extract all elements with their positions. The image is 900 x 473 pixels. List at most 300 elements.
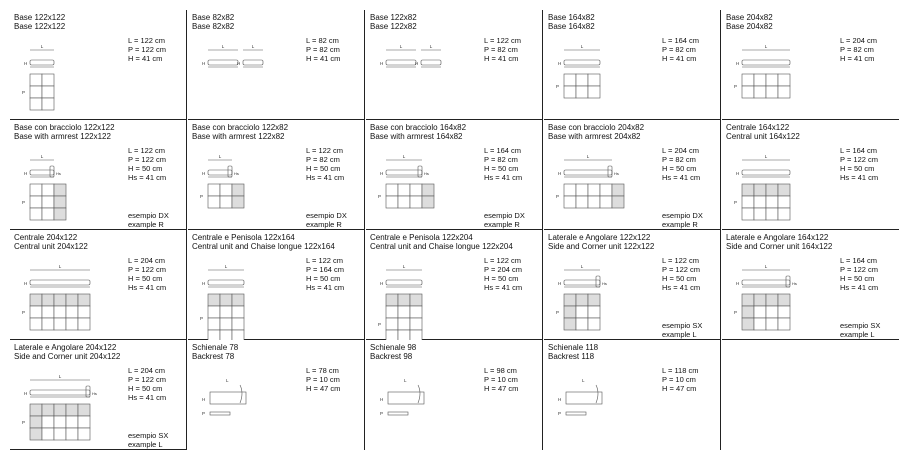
- title-english: Base 204x82: [726, 22, 773, 31]
- plan-module: [778, 86, 790, 98]
- spec-cell: [10, 10, 187, 120]
- plan-module: [766, 86, 778, 98]
- spec-cell: [366, 10, 543, 120]
- title-italian: Base 204x82: [726, 13, 773, 22]
- plan-module: [78, 318, 90, 330]
- dimension-line: P = 10 cm: [662, 375, 696, 384]
- dimension-line: P = 122 cm: [840, 155, 879, 164]
- plan-module: [232, 330, 244, 340]
- spec-cell: [544, 120, 721, 230]
- plan-module: [42, 196, 54, 208]
- plan-module: [30, 184, 42, 196]
- plan-module: [410, 184, 422, 196]
- dim-p-label: P: [556, 310, 560, 315]
- note-line: example L: [840, 329, 875, 339]
- dim-p-label: P: [200, 194, 204, 199]
- dim-h-label: H: [24, 391, 28, 396]
- note-line: esempio DX: [484, 211, 525, 220]
- spec-cell: [722, 10, 899, 120]
- dim-l-label: L: [586, 154, 590, 159]
- plan-module: [66, 404, 78, 416]
- dim-h-label: H: [380, 171, 384, 176]
- dim-p-label: P: [734, 310, 738, 315]
- plan-module: [220, 330, 232, 340]
- dimension-line: P = 82 cm: [484, 155, 518, 164]
- plan-module: [742, 318, 754, 330]
- plan-module: [410, 318, 422, 330]
- plan-module: [564, 74, 576, 86]
- plan-module: [588, 318, 600, 330]
- dim-l-label: L: [40, 44, 44, 49]
- dim-p-label: P: [22, 200, 26, 205]
- plan-module: [612, 184, 624, 196]
- plan-module: [754, 196, 766, 208]
- plan-module: [564, 318, 576, 330]
- title-english: Side and Corner unit 204x122: [14, 352, 121, 361]
- plan-module: [220, 306, 232, 318]
- dim-hs-label: Hs: [792, 281, 797, 286]
- dimension-line: L = 122 cm: [128, 146, 166, 155]
- plan-module: [54, 208, 66, 220]
- dimension-line: L = 204 cm: [662, 146, 700, 155]
- sofa-drawing: [722, 10, 899, 120]
- plan-module: [30, 208, 42, 220]
- sofa-drawing: [366, 230, 543, 340]
- dim-l-label: L: [218, 154, 222, 159]
- plan-module: [42, 98, 54, 110]
- dim-l-label: L: [251, 44, 255, 49]
- note-line: example R: [128, 219, 164, 229]
- plan-module: [778, 294, 790, 306]
- dimension-line: L = 204 cm: [840, 36, 878, 45]
- spec-cell: [188, 10, 365, 120]
- dim-l-label: L: [429, 44, 433, 49]
- dimension-line: H = 50 cm: [840, 164, 875, 173]
- plan-module: [742, 86, 754, 98]
- dimension-line: H = 50 cm: [128, 274, 163, 283]
- dim-h-label: H: [202, 281, 206, 286]
- dim-h-label: H: [380, 397, 384, 402]
- dimension-line: P = 122 cm: [128, 375, 167, 384]
- note-line: esempio DX: [128, 211, 169, 220]
- plan-module: [386, 184, 398, 196]
- dim-h-label: H: [380, 61, 384, 66]
- spec-cell: [544, 230, 721, 340]
- title-english: Base with armrest 122x82: [192, 132, 285, 141]
- dimension-line: L = 164 cm: [484, 146, 522, 155]
- spec-cell: [366, 340, 543, 450]
- sofa-drawing: [10, 340, 187, 450]
- plan-module: [766, 306, 778, 318]
- plan-module: [742, 184, 754, 196]
- plan-module: [78, 294, 90, 306]
- dim-l-label: L: [221, 44, 225, 49]
- spec-cell: [188, 230, 365, 340]
- plan-module: [208, 306, 220, 318]
- dim-p-label: P: [200, 316, 204, 321]
- plan-module: [220, 184, 232, 196]
- dim-h-label: H: [24, 171, 28, 176]
- note-line: esempio SX: [128, 431, 169, 440]
- dimension-line: Hs = 41 cm: [840, 173, 879, 182]
- sofa-drawing: [188, 120, 365, 230]
- title-english: Central unit and Chaise longue 122x204: [370, 242, 513, 251]
- note-line: example R: [484, 219, 520, 229]
- dimension-line: P = 82 cm: [306, 155, 340, 164]
- plan-module: [766, 74, 778, 86]
- title-italian: Schienale 78: [192, 343, 239, 352]
- plan-module: [220, 294, 232, 306]
- dim-hs-label: Hs: [56, 171, 61, 176]
- dimension-line: H = 47 cm: [484, 384, 519, 393]
- dim-p-label: P: [22, 420, 26, 425]
- dimension-line: L = 122 cm: [662, 256, 700, 265]
- title-italian: Base con bracciolo 122x122: [14, 123, 115, 132]
- dim-h-label: H: [202, 61, 206, 66]
- dimension-line: P = 122 cm: [128, 45, 167, 54]
- spec-cell: [722, 120, 899, 230]
- plan-module: [410, 330, 422, 340]
- plan-module: [576, 86, 588, 98]
- dimension-line: Hs = 41 cm: [128, 173, 167, 182]
- dim-h-label: H: [736, 61, 740, 66]
- sofa-drawing: [544, 340, 721, 450]
- dimension-line: P = 122 cm: [840, 265, 879, 274]
- plan-module: [398, 196, 410, 208]
- dim-l-label: L: [404, 378, 407, 383]
- plan-module: [588, 86, 600, 98]
- plan-module: [42, 318, 54, 330]
- dimension-line: Hs = 41 cm: [484, 173, 523, 182]
- spec-cell: [366, 120, 543, 230]
- plan-module: [398, 306, 410, 318]
- plan-module: [576, 306, 588, 318]
- plan-module: [42, 208, 54, 220]
- plan-module: [30, 428, 42, 440]
- dimension-line: P = 82 cm: [484, 45, 518, 54]
- plan-module: [208, 184, 220, 196]
- dimension-line: H = 50 cm: [484, 164, 519, 173]
- plan-module: [422, 196, 434, 208]
- dim-l-label: L: [40, 154, 44, 159]
- plan-module: [78, 404, 90, 416]
- title-english: Central unit and Chaise longue 122x164: [192, 242, 335, 251]
- plan-module: [42, 74, 54, 86]
- dim-l-label: L: [399, 44, 403, 49]
- title-italian: Base con bracciolo 204x82: [548, 123, 645, 132]
- plan-module: [78, 428, 90, 440]
- dimension-line: H = 50 cm: [128, 384, 163, 393]
- plan-module: [398, 294, 410, 306]
- title-italian: Centrale e Penisola 122x204: [370, 233, 473, 242]
- dim-p-label: P: [22, 310, 26, 315]
- dimension-line: P = 82 cm: [662, 45, 696, 54]
- note-line: example L: [662, 329, 697, 339]
- plan-module: [398, 184, 410, 196]
- plan-module: [564, 294, 576, 306]
- plan-module: [564, 306, 576, 318]
- plan-module: [30, 306, 42, 318]
- plan-module: [386, 294, 398, 306]
- spec-cell: [10, 120, 187, 230]
- dimension-line: P = 82 cm: [840, 45, 874, 54]
- dim-p-label: P: [558, 411, 562, 416]
- plan-module: [232, 318, 244, 330]
- dim-h-label: H: [415, 61, 419, 66]
- plan-module: [588, 74, 600, 86]
- plan-module: [754, 208, 766, 220]
- dim-p-label: P: [734, 84, 738, 89]
- dimension-line: H = 41 cm: [306, 54, 341, 63]
- title-italian: Schienale 98: [370, 343, 417, 352]
- plan-module: [42, 404, 54, 416]
- note-line: example R: [306, 219, 342, 229]
- plan-module: [742, 306, 754, 318]
- plan-module: [410, 294, 422, 306]
- dimension-line: Hs = 41 cm: [840, 283, 879, 292]
- note-line: esempio SX: [840, 321, 881, 330]
- plan-module: [576, 294, 588, 306]
- dimension-line: Hs = 41 cm: [128, 393, 167, 402]
- sofa-drawing: [188, 10, 365, 120]
- plan-module: [66, 318, 78, 330]
- dimension-line: L = 122 cm: [306, 146, 344, 155]
- title-italian: Centrale 204x122: [14, 233, 78, 242]
- plan-module: [766, 196, 778, 208]
- title-english: Base with armrest 164x82: [370, 132, 463, 141]
- dim-hs-label: Hs: [614, 171, 619, 176]
- dimension-line: L = 98 cm: [484, 366, 517, 375]
- plan-module: [564, 86, 576, 98]
- dimension-line: Hs = 41 cm: [662, 173, 701, 182]
- dim-p-label: P: [380, 411, 384, 416]
- dim-h-label: H: [380, 281, 384, 286]
- sofa-drawing: [10, 120, 187, 230]
- plan-module: [778, 196, 790, 208]
- plan-module: [778, 184, 790, 196]
- dim-l-label: L: [764, 264, 768, 269]
- title-italian: Base con bracciolo 122x82: [192, 123, 289, 132]
- dimension-line: H = 50 cm: [306, 164, 341, 173]
- title-italian: Laterale e Angolare 204x122: [14, 343, 117, 352]
- plan-module: [576, 184, 588, 196]
- dimension-line: L = 164 cm: [662, 36, 700, 45]
- spec-cell: [366, 230, 543, 340]
- plan-module: [564, 196, 576, 208]
- plan-module: [66, 416, 78, 428]
- title-english: Base 82x82: [192, 22, 235, 31]
- plan-module: [564, 184, 576, 196]
- sofa-drawing: [544, 230, 721, 340]
- plan-module: [576, 318, 588, 330]
- title-italian: Base con bracciolo 164x82: [370, 123, 467, 132]
- dimension-line: P = 122 cm: [128, 155, 167, 164]
- dim-l-label: L: [582, 378, 585, 383]
- dim-hs-label: Hs: [602, 281, 607, 286]
- plan-module: [754, 306, 766, 318]
- plan-module: [754, 86, 766, 98]
- plan-module: [410, 196, 422, 208]
- plan-module: [766, 294, 778, 306]
- plan-module: [612, 196, 624, 208]
- plan-module: [398, 330, 410, 340]
- plan-module: [576, 74, 588, 86]
- plan-module: [54, 416, 66, 428]
- dim-l-label: L: [580, 44, 584, 49]
- sofa-drawing: [188, 340, 365, 450]
- plan-module: [386, 318, 398, 330]
- title-italian: Centrale 164x122: [726, 123, 790, 132]
- plan-module: [588, 184, 600, 196]
- dimension-line: H = 41 cm: [484, 54, 519, 63]
- dim-hs-label: Hs: [92, 391, 97, 396]
- dim-p-label: P: [378, 322, 382, 327]
- plan-module: [220, 318, 232, 330]
- spec-cell: [544, 10, 721, 120]
- dim-l-label: L: [402, 264, 406, 269]
- plan-module: [66, 294, 78, 306]
- sofa-drawing: [188, 230, 365, 340]
- title-english: Backrest 78: [192, 352, 235, 361]
- title-italian: Schienale 118: [548, 343, 599, 352]
- sofa-drawing: [544, 10, 721, 120]
- plan-module: [778, 318, 790, 330]
- sofa-drawing: [366, 340, 543, 450]
- plan-module: [754, 318, 766, 330]
- plan-module: [54, 184, 66, 196]
- plan-module: [30, 98, 42, 110]
- plan-module: [588, 306, 600, 318]
- dimension-line: H = 47 cm: [306, 384, 341, 393]
- title-italian: Base 122x122: [14, 13, 66, 22]
- title-english: Backrest 98: [370, 352, 413, 361]
- plan-module: [600, 196, 612, 208]
- dim-h-label: H: [558, 281, 562, 286]
- plan-module: [766, 318, 778, 330]
- spec-cell: [722, 230, 899, 340]
- title-italian: Laterale e Angolare 164x122: [726, 233, 829, 242]
- dimension-line: H = 50 cm: [484, 274, 519, 283]
- dimension-line: L = 122 cm: [306, 256, 344, 265]
- dim-h-label: H: [202, 397, 206, 402]
- plan-module: [232, 306, 244, 318]
- title-italian: Base 122x82: [370, 13, 417, 22]
- plan-module: [742, 74, 754, 86]
- plan-module: [778, 208, 790, 220]
- dimension-line: P = 10 cm: [306, 375, 340, 384]
- title-english: Base 164x82: [548, 22, 595, 31]
- title-english: Base with armrest 122x122: [14, 132, 111, 141]
- dim-p-label: P: [556, 194, 560, 199]
- sofa-drawing: [10, 10, 187, 120]
- note-line: esempio DX: [662, 211, 703, 220]
- dimension-line: P = 82 cm: [306, 45, 340, 54]
- dim-h-label: H: [24, 281, 28, 286]
- plan-module: [54, 404, 66, 416]
- dimension-line: L = 82 cm: [306, 36, 339, 45]
- title-english: Central unit 164x122: [726, 132, 800, 141]
- dim-h-label: H: [736, 171, 740, 176]
- title-english: Side and Corner unit 122x122: [548, 242, 655, 251]
- spec-cell: [188, 120, 365, 230]
- plan-module: [30, 318, 42, 330]
- dimension-line: Hs = 41 cm: [306, 173, 345, 182]
- dim-l-label: L: [402, 154, 406, 159]
- plan-module: [42, 428, 54, 440]
- dim-l-label: L: [224, 264, 228, 269]
- title-italian: Base 82x82: [192, 13, 235, 22]
- plan-module: [66, 428, 78, 440]
- spec-cell: [10, 340, 187, 450]
- dim-p-label: P: [734, 200, 738, 205]
- dim-h-label: H: [237, 61, 241, 66]
- dimension-line: Hs = 41 cm: [484, 283, 523, 292]
- dimension-line: H = 41 cm: [662, 54, 697, 63]
- dimension-line: H = 47 cm: [662, 384, 697, 393]
- plan-module: [220, 196, 232, 208]
- dim-h-label: H: [558, 397, 562, 402]
- plan-module: [766, 184, 778, 196]
- dimension-line: H = 50 cm: [662, 274, 697, 283]
- plan-module: [208, 330, 220, 340]
- dimension-line: L = 78 cm: [306, 366, 339, 375]
- plan-module: [600, 184, 612, 196]
- sofa-drawing: [366, 10, 543, 120]
- dim-h-label: H: [24, 61, 28, 66]
- sofa-drawing: [722, 230, 899, 340]
- plan-module: [754, 294, 766, 306]
- plan-module: [576, 196, 588, 208]
- plan-module: [386, 196, 398, 208]
- dimension-line: L = 118 cm: [662, 366, 699, 375]
- plan-module: [232, 294, 244, 306]
- spec-cell: [188, 340, 365, 450]
- plan-module: [742, 294, 754, 306]
- dimension-line: L = 122 cm: [484, 256, 522, 265]
- dimension-line: Hs = 41 cm: [662, 283, 701, 292]
- plan-module: [588, 196, 600, 208]
- dimension-line: P = 82 cm: [662, 155, 696, 164]
- plan-module: [54, 294, 66, 306]
- dimension-line: H = 50 cm: [128, 164, 163, 173]
- plan-module: [30, 74, 42, 86]
- dim-l-label: L: [58, 374, 62, 379]
- plan-module: [742, 196, 754, 208]
- dimension-line: P = 122 cm: [128, 265, 167, 274]
- dim-h-label: H: [558, 171, 562, 176]
- dimension-line: L = 164 cm: [840, 146, 878, 155]
- plan-module: [30, 404, 42, 416]
- plan-module: [208, 196, 220, 208]
- dim-l-label: L: [580, 264, 584, 269]
- dim-h-label: H: [558, 61, 562, 66]
- plan-module: [42, 184, 54, 196]
- dim-p-label: P: [22, 90, 26, 95]
- dimension-line: P = 164 cm: [306, 265, 345, 274]
- dimension-line: L = 122 cm: [128, 36, 166, 45]
- title-italian: Laterale e Angolare 122x122: [548, 233, 651, 242]
- title-english: Base with armrest 204x82: [548, 132, 641, 141]
- plan-module: [386, 306, 398, 318]
- title-italian: Base 164x82: [548, 13, 595, 22]
- title-english: Base 122x122: [14, 22, 66, 31]
- note-line: example L: [128, 439, 163, 449]
- sofa-drawing: [722, 120, 899, 230]
- sofa-drawing: [544, 120, 721, 230]
- plan-module: [78, 306, 90, 318]
- dim-hs-label: Hs: [234, 171, 239, 176]
- plan-module: [754, 184, 766, 196]
